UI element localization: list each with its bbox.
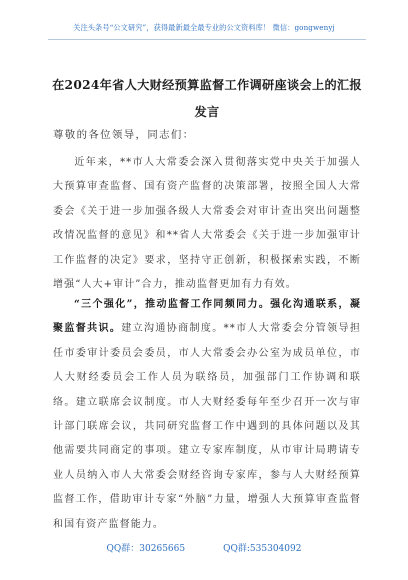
paragraph-1 [53,151,361,297]
header-divider [48,39,366,40]
paragraph-2-heading: “三个强化”，推动监督工作同频同力。强化沟通联系，凝聚监督共识。 [53,299,361,335]
header-banner: 关注头条号“公文研究”，获得最新最全最专业的公文资料库！ 微信：gongwenyj [73,23,335,32]
footer-qq-group-2: QQ群:535304092 [223,544,302,554]
paragraph-2-text: 建立沟通协商制度。**市人大常委会分管领导担任市委审计委员会委员，市人大常委会办公室为成员单位，市人大财经委员会工作人员为联络员，加强部门工作协调和联络。建立联席会议制度。市人大财经委每年至少召开一次与审计部门联席会议，共同研究监督工作中遇到的具体问题以及其他需要共同商定的事项。建立专家库制度，从市审计局聘请专业人员纳入市人大常委会财经咨询专家库，参与人大财经预算监督工作，借助审计专家“外脑”力量，增强人大预算审查监督和国有资产监督能力。 [53,323,361,530]
paragraph-2 [53,293,361,537]
paragraph-1-text: 近年来，**市人大常委会深入贯彻落实党中央关于加强人大预算审查监督、国有资产监督的决策部署，按照全国人大常委会《关于进一步加强各级人大常委会对审计查出突出问题整改情况监督的意见》和**省人大常委会《关于进一步加强审计工作监督的决定》要求，坚持守正创新，积极探索实践，不断增强“人大+审计”合力，推动监督更加有力有效。 [53,157,361,291]
document-title: 在2024年省人大财经预算监督工作调研座谈会上的汇报发言 [52,78,362,119]
greeting: 尊敬的各位领导，同志们： [53,129,195,141]
footer-qq-group-1: QQ群：30265665 [106,544,186,554]
footer [0,541,408,554]
